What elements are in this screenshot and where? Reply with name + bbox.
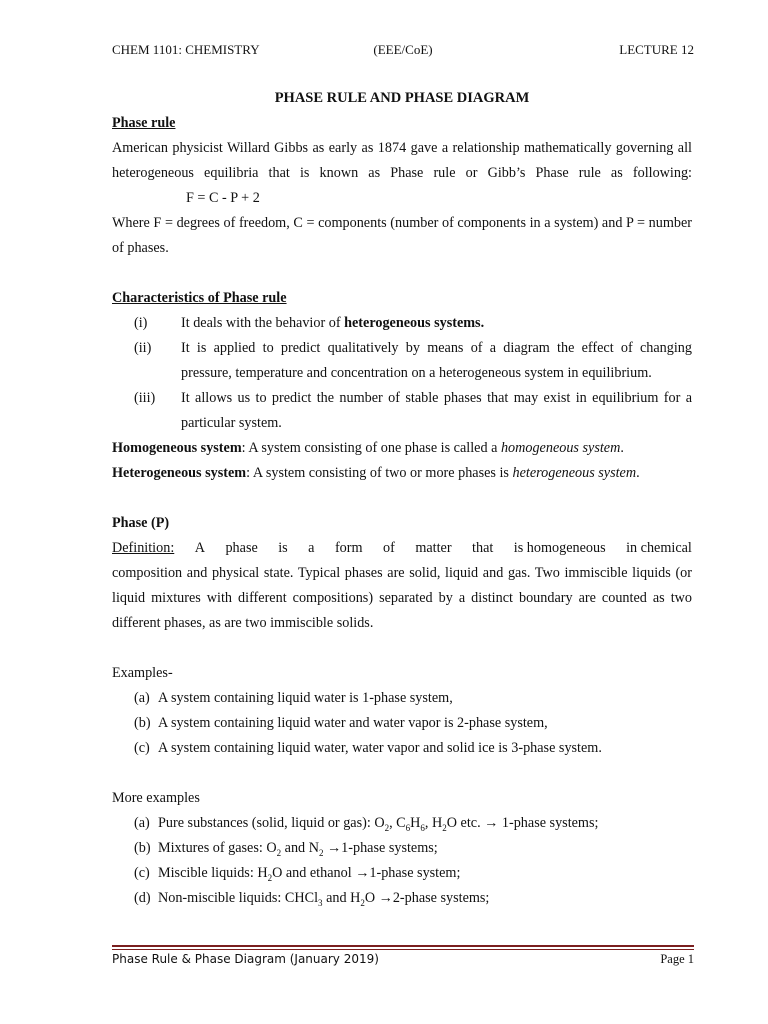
word: is homogeneous [513, 540, 606, 556]
subscript: 6 [420, 822, 425, 833]
more-examples-heading: More examples [112, 790, 200, 806]
list-text: O etc. → 1-phase systems; [446, 815, 599, 831]
subscript: 2 [276, 847, 282, 858]
list-text: O and ethanol →1-phase system; [272, 865, 461, 881]
phase-rule-definitions: Where F = degrees of freedom, C = components (number of components in a system) and P = number of phases. [112, 215, 692, 256]
phase-rule-heading: Phase rule [112, 115, 176, 131]
list-text: O →2-phase systems; [364, 890, 490, 906]
word: is [278, 540, 288, 556]
word: that [472, 540, 494, 556]
list-text: A system containing liquid water is 1-phase system, [158, 690, 453, 706]
list-text: It deals with the behavior of [181, 315, 345, 331]
list-number: (b) [134, 840, 151, 856]
subscript: 3 [318, 897, 323, 908]
element-symbol: C [396, 815, 406, 831]
more-example-item [112, 861, 692, 886]
homogeneous-definition: Homogeneous system: A system consisting of one phase is called a homogeneous system. [112, 440, 624, 456]
term-label: Heterogeneous system [112, 465, 247, 481]
footer-divider-thick [112, 945, 694, 947]
list-number: (c) [134, 865, 150, 881]
list-number: (d) [134, 890, 151, 906]
subscript: 6 [405, 822, 411, 833]
footer-title: Phase Rule & Phase Diagram (January 2019) [112, 952, 379, 966]
header-lecture: LECTURE 12 [619, 42, 694, 57]
term-text: : A system consisting of two or more phases is [246, 465, 513, 481]
list-text: Mixtures of gases: O [158, 840, 277, 856]
examples-heading: Examples- [112, 665, 173, 681]
subscript: 2 [267, 872, 273, 883]
subscript: 2 [442, 822, 447, 833]
word: A [194, 540, 205, 556]
list-text: →1-phase systems; [323, 840, 438, 856]
element-symbol: H [410, 815, 421, 831]
list-number: (a) [134, 815, 150, 831]
term-italic: homogeneous system [500, 440, 621, 456]
list-text: It is applied to predict qualitatively by means of a diagram the effect of changing pressure, temperature and concentration on a heterogeneous system in equilibrium. [181, 340, 692, 381]
page-number: Page 1 [660, 952, 694, 966]
heterogeneous-definition: Heterogeneous system: A system consisting of two or more phases is heterogeneous system. [112, 465, 640, 481]
example-item [112, 686, 692, 711]
page-title: PHASE RULE AND PHASE DIAGRAM [274, 90, 530, 106]
term-text: : A system consisting of one phase is called a [241, 440, 501, 456]
more-example-item: (a) Pure substances (solid, liquid or gas): $O_2$, $C_6H_6$, $H_2O$ etc. → 1-phase systems; [112, 811, 692, 836]
example-item [112, 736, 692, 761]
list-text: and N [281, 840, 319, 856]
word: a [308, 540, 315, 556]
more-example-item [112, 886, 692, 911]
list-number: (iii) [134, 390, 156, 406]
characteristics-heading: Characteristics of Phase rule [112, 290, 287, 306]
characteristic-item [112, 311, 692, 336]
list-text: Pure substances (solid, liquid or gas): O [158, 815, 385, 831]
word: in chemical [626, 540, 692, 556]
list-number: (c) [134, 740, 150, 756]
phase-definition-first-line [112, 536, 692, 561]
page-header [112, 42, 694, 60]
example-item [112, 711, 692, 736]
term-italic: heterogeneous system [512, 465, 637, 481]
phase-rule-paragraph [112, 136, 692, 211]
list-text: A system containing liquid water and water vapor is 2-phase system, [158, 715, 548, 731]
subscript: 2 [360, 897, 365, 908]
phase-heading: Phase (P) [112, 515, 170, 531]
phase-rule-intro-text: American physicist Willard Gibbs as early as 1874 gave a relationship mathematically governing all heterogeneous equilibria that is known as Phase rule or Gibb’s Phase rule as following: [112, 140, 692, 181]
word: matter [415, 540, 452, 556]
element-symbol: H [431, 815, 443, 831]
word: of [383, 540, 395, 556]
list-number: (ii) [134, 340, 152, 356]
list-number: (i) [134, 315, 148, 331]
characteristic-item [112, 336, 692, 386]
list-number: (b) [134, 715, 151, 731]
definition-label: Definition: [112, 540, 175, 556]
header-course: CHEM 1101: CHEMISTRY [112, 42, 260, 57]
list-text: It allows us to predict the number of stable phases that may exist in equilibrium for a particular system. [181, 390, 692, 431]
list-text: Non-miscible liquids: CHCl [158, 890, 319, 906]
footer-divider-thin [112, 949, 694, 950]
list-number: (a) [134, 690, 150, 706]
list-text: Miscible liquids: H [158, 865, 268, 881]
header-dept: (EEE/CoE) [373, 42, 433, 57]
word: form [334, 540, 363, 556]
more-example-item [112, 836, 692, 861]
word: phase [225, 540, 258, 556]
term-label: Homogeneous system [112, 440, 242, 456]
list-text: and H [322, 890, 361, 906]
list-bold-text: heterogeneous systems. [344, 315, 485, 331]
document-body [112, 86, 692, 911]
page-footer [112, 952, 694, 970]
list-text: A system containing liquid water, water vapor and solid ice is 3-phase system. [158, 740, 602, 756]
phase-definition-rest: composition and physical state. Typical phases are solid, liquid and gas. Two immiscible liquids (or liquid mixtures with different compositions) separated by a distinct boundary are counted as two different phases, as are two immiscible solids. [112, 565, 692, 631]
characteristic-item [112, 386, 692, 436]
subscript: 2 [318, 847, 324, 858]
phase-rule-formula: F = C - P + 2 [186, 190, 260, 206]
subscript: 2 [384, 822, 390, 833]
